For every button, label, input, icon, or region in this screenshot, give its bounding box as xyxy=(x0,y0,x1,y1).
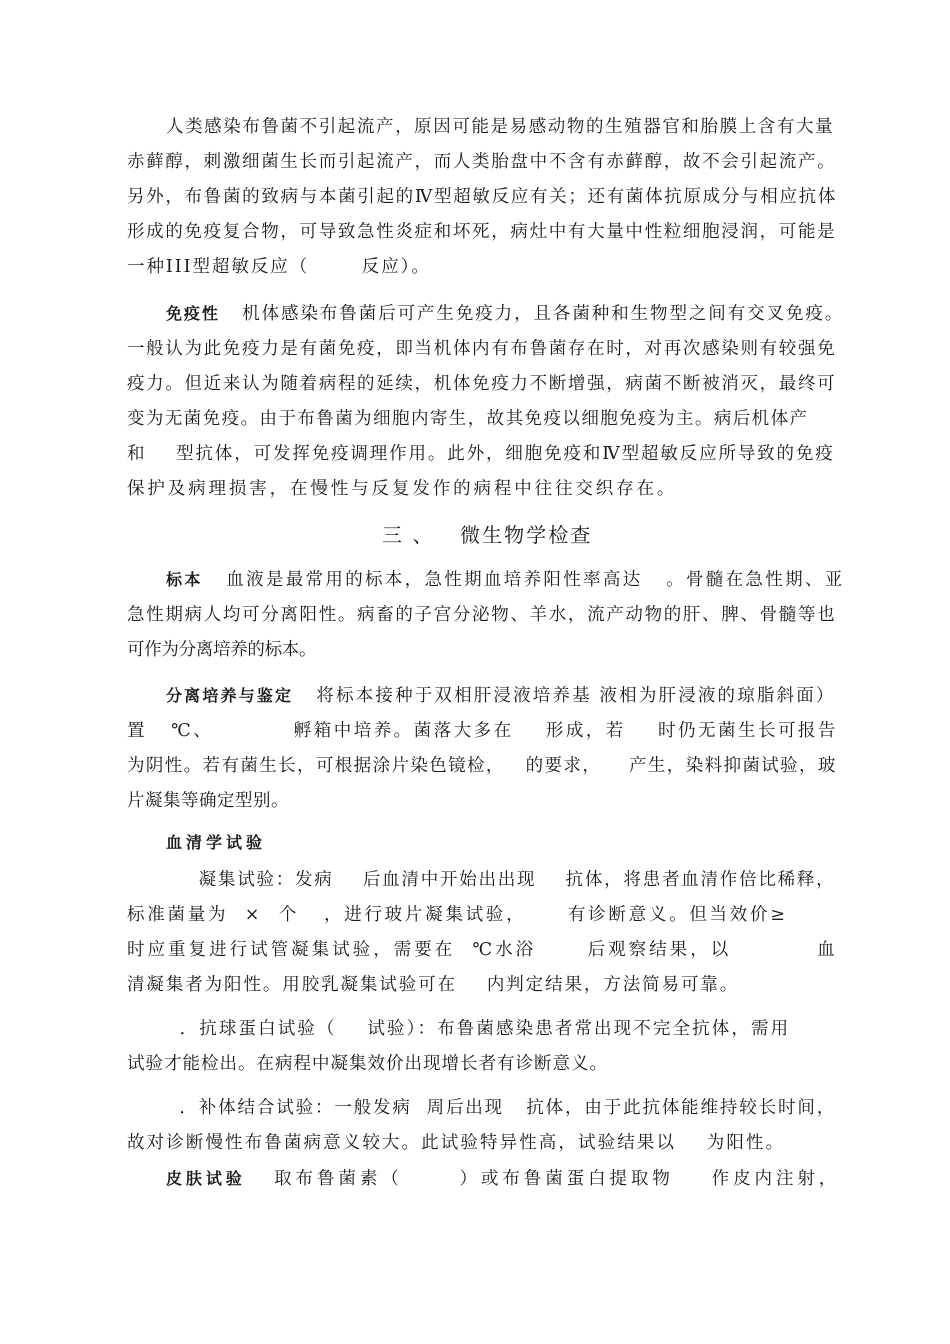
text-segment: 急性期病人均可分离阳性。病畜的子宫分泌物、羊水，流产动物的肝、脾、骨髓等也 xyxy=(127,605,837,625)
section-label: 免疫性 xyxy=(166,304,220,323)
text-line xyxy=(127,1053,608,1075)
text-line xyxy=(172,1097,836,1119)
text-line xyxy=(127,256,431,278)
text-line xyxy=(127,604,836,626)
text-segment: 凝集试验：发病 后血清中开始出出现 抗体，将患者血清作倍比稀释， xyxy=(184,870,836,890)
text-segment: 取布鲁菌素（ ）或布鲁菌蛋白提取物 作皮内注射， xyxy=(245,1169,841,1189)
text-segment: 血液是最常用的标本，急性期血培养阳性率高达 。骨髓在急性期、亚 xyxy=(202,570,845,590)
text-segment: 人类感染布鲁菌不引起流产，原因可能是易感动物的生殖器官和胎膜上含有大量 xyxy=(166,117,835,137)
text-segment: 疫力。但近来认为随着病程的延续，机体免疫力不断增强，病菌不断被消灭，最终可 xyxy=(127,374,837,394)
text-segment: 一种III型超敏反应（ 反应）。 xyxy=(127,257,431,277)
text-line xyxy=(127,373,836,395)
text-segment: 试验才能检出。在病程中凝集效价出现增长者有诊断意义。 xyxy=(127,1054,608,1074)
text-line xyxy=(127,1132,785,1154)
text-segment: 一般认为此免疫力是有菌免疫，即当机体内有布鲁菌存在时，对再次感染则有较强免 xyxy=(127,339,837,359)
text-segment: ．补体结合试验：一般发病 周后出现 抗体，由于此抗体能维持较长时间， xyxy=(172,1098,837,1118)
text-segment: 形成的免疫复合物，可导致急性炎症和坏死，病灶中有大量中性粒细胞浸润，可能是 xyxy=(127,222,837,242)
text-segment: 将标本接种于双相肝浸液培养基 液相为肝浸液的琼脂斜面） xyxy=(293,686,836,706)
text-segment: 片凝集等确定型别。 xyxy=(127,791,289,811)
text-line xyxy=(166,116,834,138)
text-segment: 时应重复进行试管凝集试验，需要在 ℃水浴 后观察结果，以 血 xyxy=(127,940,838,960)
text-line xyxy=(127,755,837,777)
text-line xyxy=(127,478,677,500)
section-label: 血清学试验 xyxy=(166,833,267,852)
text-line xyxy=(127,338,836,360)
text-line xyxy=(166,685,836,707)
text-segment: 为阴性。若有菌生长，可根据涂片染色镜检， 的要求， 产生，染料抑菌试验，玻 xyxy=(127,756,837,776)
text-line xyxy=(166,1168,840,1190)
section-heading: 三 、 微生物学检查 xyxy=(382,523,593,547)
text-segment: 机体感染布鲁菌后可产生免疫力，且各菌种和生物型之间有交叉免疫。 xyxy=(219,304,845,324)
text-line xyxy=(127,151,836,173)
text-segment: 故对诊断慢性布鲁菌病意义较大。此试验特异性高，试验结果以 为阳性。 xyxy=(127,1133,786,1153)
text-segment: 和 型抗体，可发挥免疫调理作用。此外，细胞免疫和Ⅳ型超敏反应所导致的免疫 xyxy=(127,444,835,464)
text-line xyxy=(127,790,289,812)
text-line xyxy=(127,639,316,661)
text-line xyxy=(127,904,788,926)
section-label: 标本 xyxy=(166,570,203,589)
text-segment: 保护及病理损害，在慢性与反复发作的病程中往往交织存在。 xyxy=(127,479,678,499)
text-segment: 置 ℃、 孵箱中培养。菌落大多在 形成，若 时仍无菌生长可报告 xyxy=(127,721,838,741)
text-line xyxy=(127,408,808,430)
text-line xyxy=(184,869,835,891)
text-line xyxy=(127,221,836,243)
text-line xyxy=(166,303,844,325)
text-line xyxy=(127,974,739,996)
section-label: 分离培养与鉴定 xyxy=(166,686,294,705)
text-segment: 清凝集者为阳性。用胶乳凝集试验可在 内判定结果，方法简易可靠。 xyxy=(127,975,740,995)
section-label: 皮肤试验 xyxy=(166,1169,246,1188)
text-line xyxy=(127,939,838,961)
text-segment: ．抗球蛋白试验（ 试验）：布鲁菌感染患者常出现不完全抗体，需用 xyxy=(172,1019,791,1039)
text-line xyxy=(166,832,266,854)
text-line xyxy=(166,569,845,591)
text-segment: 标准菌量为 × 个 ，进行玻片凝集试验， 有诊断意义。但当效价≥ xyxy=(127,905,788,925)
text-line xyxy=(127,443,835,465)
text-line xyxy=(127,720,838,742)
text-line xyxy=(382,522,593,548)
text-line xyxy=(127,186,837,208)
text-segment: 赤藓醇，刺激细菌生长而引起流产，而人类胎盘中不含有赤藓醇，故不会引起流产。 xyxy=(127,152,837,172)
text-segment: 可作为分离培养的标本。 xyxy=(127,640,317,660)
text-segment: 另外，布鲁菌的致病与本菌引起的Ⅳ型超敏反应有关；还有菌体抗原成分与相应抗体 xyxy=(127,187,838,207)
text-segment: 变为无菌免疫。由于布鲁菌为细胞内寄生，故其免疫以细胞免疫为主。病后机体产 xyxy=(127,409,809,429)
text-line xyxy=(172,1018,790,1040)
